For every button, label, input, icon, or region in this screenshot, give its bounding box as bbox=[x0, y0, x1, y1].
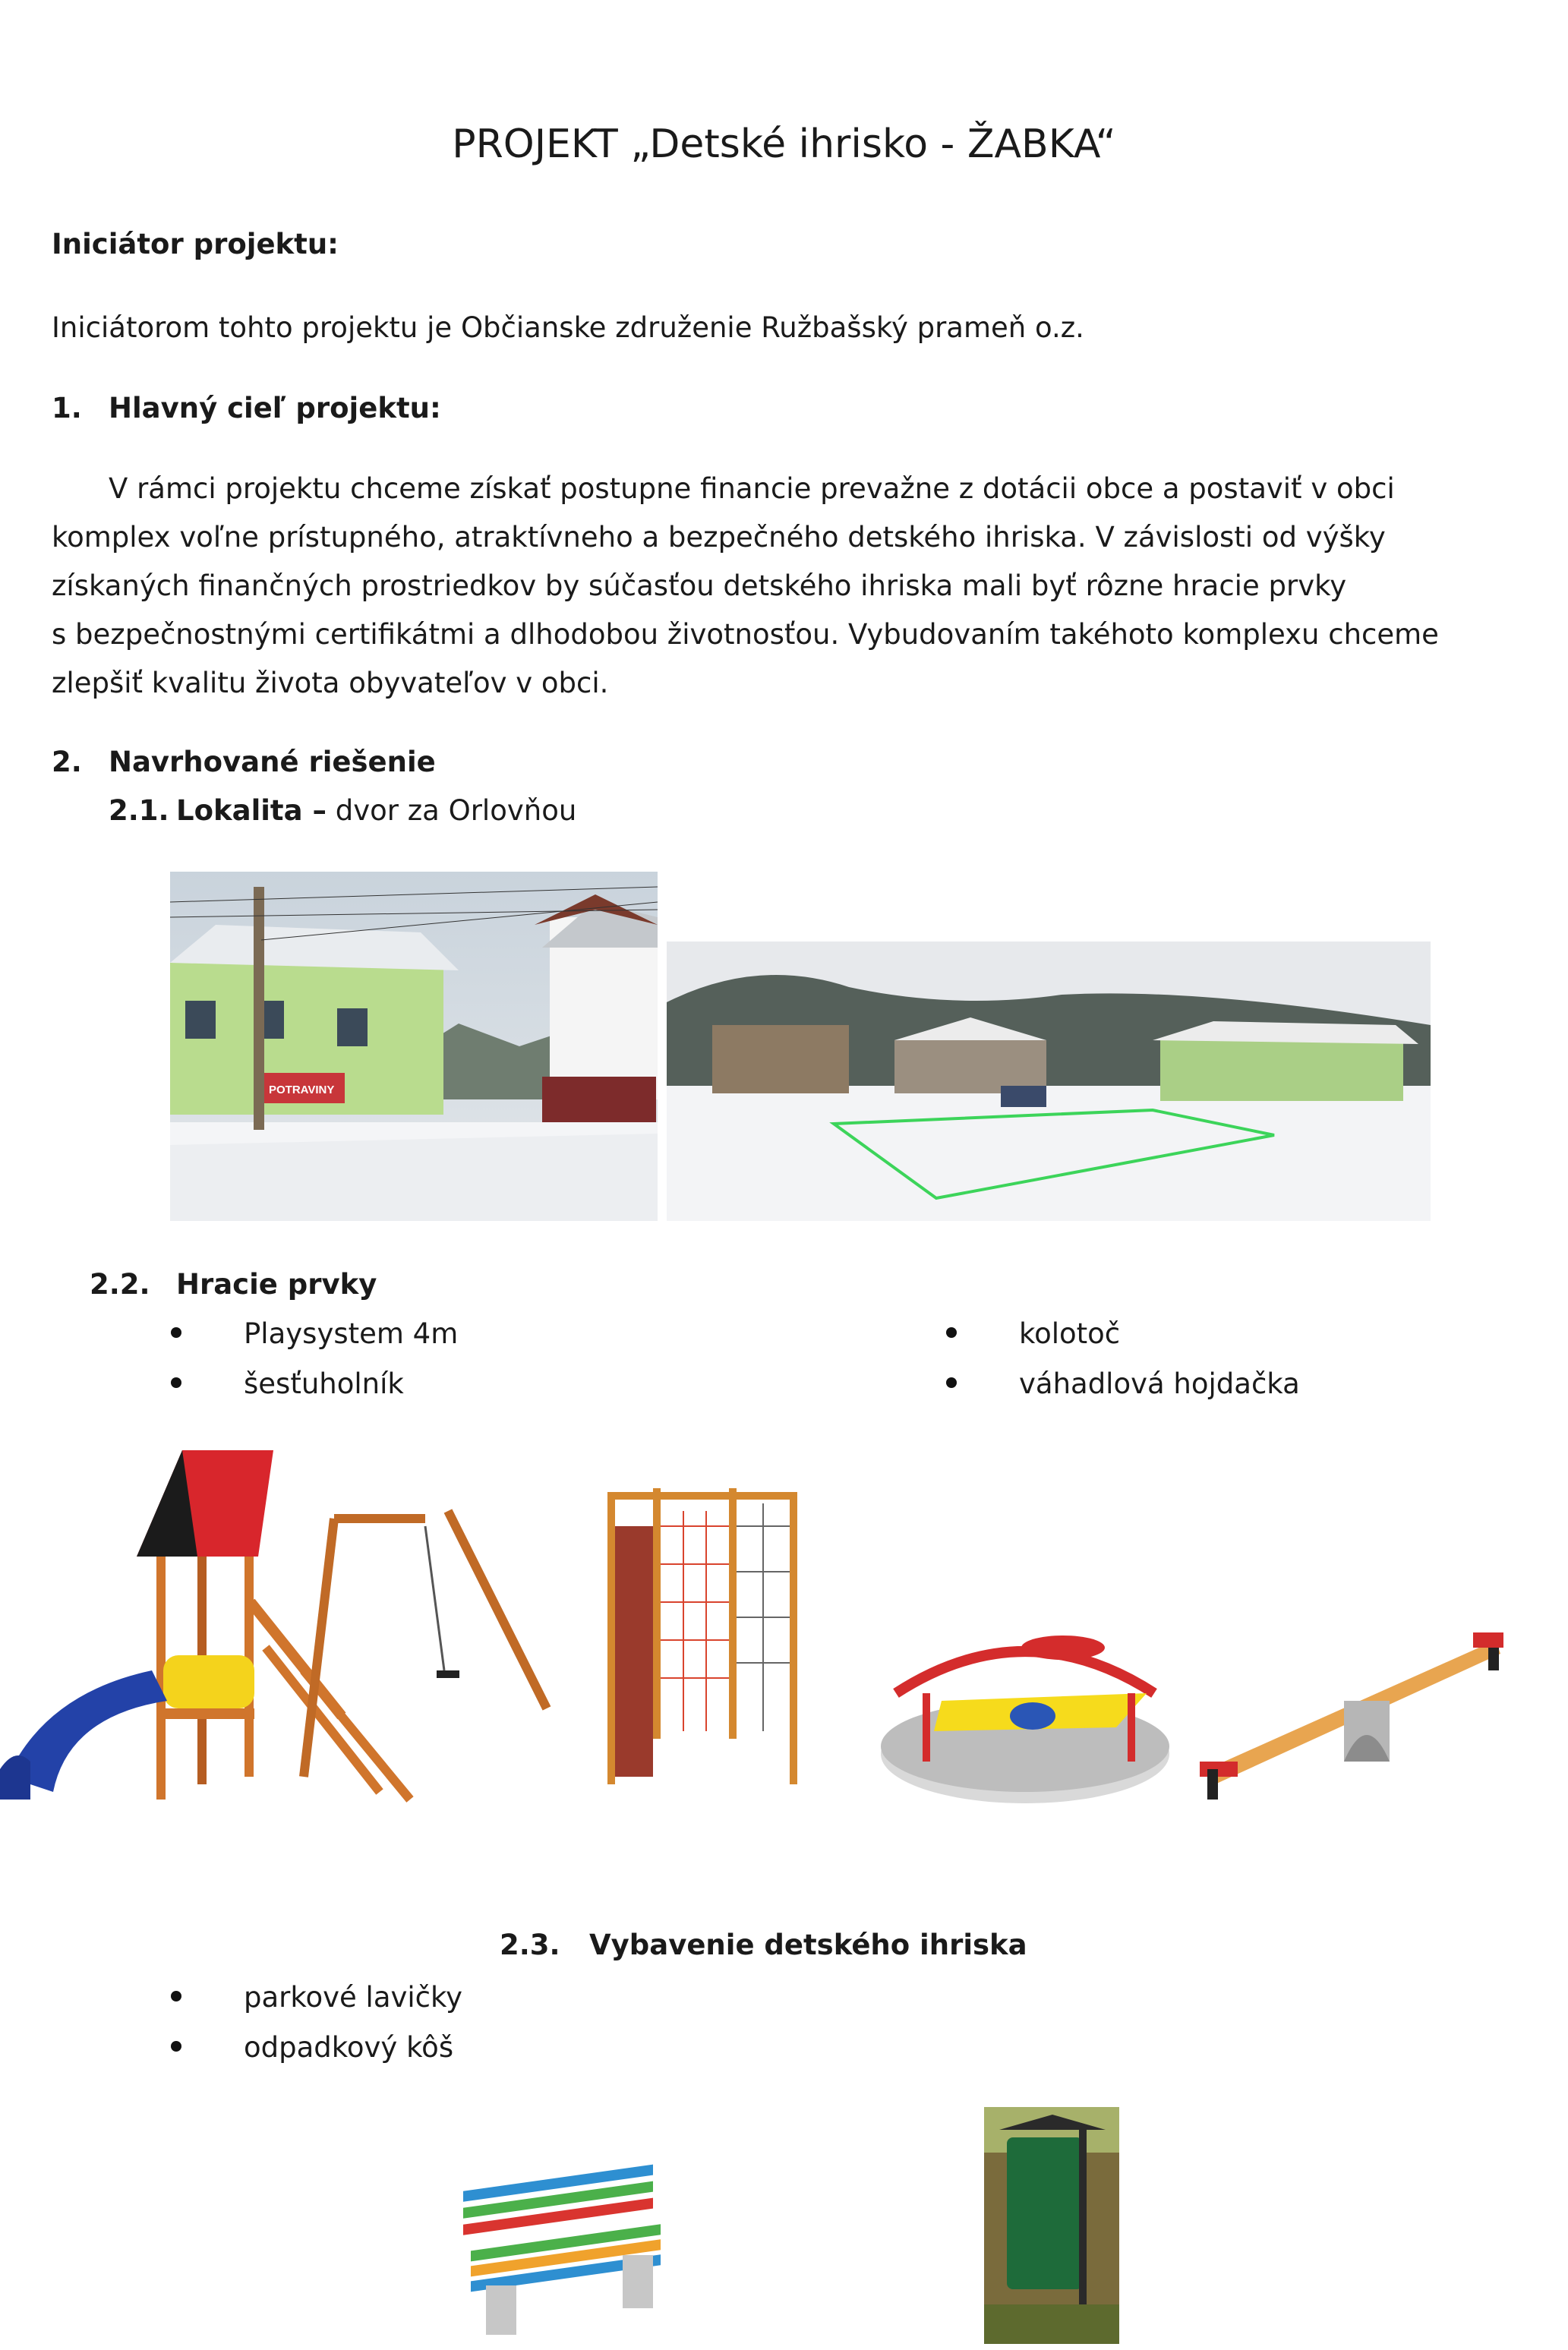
bullet-icon bbox=[171, 1327, 181, 1338]
section-2-3-number: 2.3. bbox=[500, 1929, 560, 1961]
initiator-text: Iniciátorom tohto projektu je Občianske združenie Ružbašský prameň o.z. bbox=[52, 311, 1084, 344]
list-item: parkové lavičky bbox=[171, 1973, 462, 2023]
document-title: PROJEKT „Detské ihrisko - ŽABKA“ bbox=[452, 121, 1116, 167]
initiator-heading: Iniciátor projektu: bbox=[52, 228, 339, 260]
seesaw-image bbox=[1192, 1595, 1511, 1807]
section-1-line-3: získaných finančných prostriedkov by súčasťou detského ihriska mali byť rôzne hracie prvky bbox=[52, 569, 1347, 602]
bullet-icon bbox=[946, 1327, 957, 1338]
bullet-icon bbox=[171, 2041, 181, 2052]
list-item: Playsystem 4m bbox=[171, 1309, 458, 1359]
bench-image bbox=[440, 2164, 683, 2339]
section-1-line-1: V rámci projektu chceme získať postupne financie prevažne z dotácii obce a postaviť v obci bbox=[109, 472, 1395, 505]
section-1-line-4: s bezpečnostnými certifikátmi a dlhodobou životnosťou. Vybudovaním takéhoto komplexu chceme bbox=[52, 618, 1439, 651]
list-item: odpadkový kôš bbox=[171, 2023, 453, 2073]
carousel-image bbox=[866, 1595, 1177, 1815]
playsystem-image bbox=[0, 1443, 554, 1822]
list-item: šesťuholník bbox=[171, 1359, 404, 1409]
section-1-heading: Hlavný cieľ projektu: bbox=[109, 392, 441, 424]
list-item: kolotoč bbox=[946, 1309, 1120, 1359]
section-2-1-text: dvor za Orlovňou bbox=[326, 794, 577, 827]
location-photo-street bbox=[170, 872, 658, 1221]
section-2-heading: Navrhované riešenie bbox=[109, 746, 436, 778]
hexagon-climber-image bbox=[562, 1481, 850, 1800]
bullet-icon bbox=[171, 1991, 181, 2001]
trash-can-image bbox=[984, 2107, 1119, 2344]
bullet-icon bbox=[946, 1377, 957, 1388]
location-photo-yard bbox=[667, 942, 1431, 1221]
section-2-1-heading: Lokalita – bbox=[176, 794, 327, 827]
section-2-number: 2. bbox=[52, 746, 82, 778]
section-2-2-heading: Hracie prvky bbox=[176, 1268, 377, 1301]
bullet-icon bbox=[171, 1377, 181, 1388]
list-item: váhadlová hojdačka bbox=[946, 1359, 1300, 1409]
potraviny-sign: POTRAVINY bbox=[269, 1084, 335, 1096]
section-1-line-5: zlepšiť kvalitu života obyvateľov v obci. bbox=[52, 667, 609, 699]
section-2-1-number: 2.1. bbox=[109, 794, 169, 827]
section-1-number: 1. bbox=[52, 392, 82, 424]
section-1-line-2: komplex voľne prístupného, atraktívneho a bezpečného detského ihriska. V závislosti od výšky bbox=[52, 521, 1386, 554]
section-2-2-number: 2.2. bbox=[90, 1268, 150, 1301]
section-2-3-heading: Vybavenie detského ihriska bbox=[589, 1929, 1027, 1961]
